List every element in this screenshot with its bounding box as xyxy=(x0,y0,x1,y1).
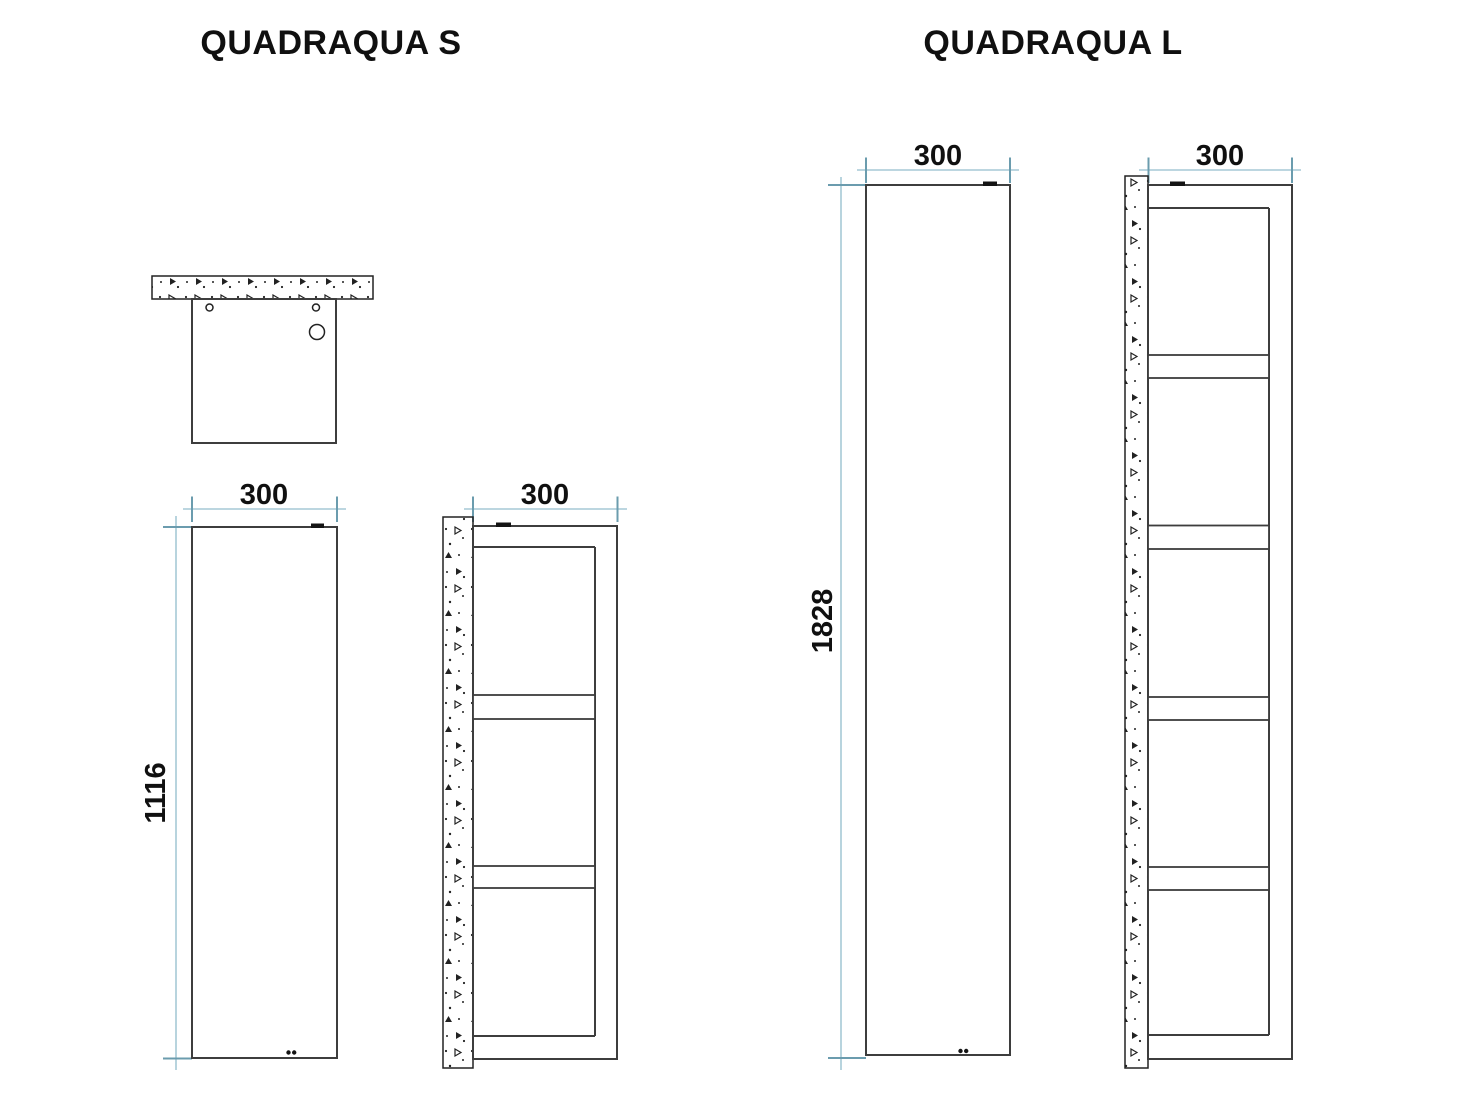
l-front-adjuster-dot-right xyxy=(964,1049,968,1053)
l-side-handle-mark xyxy=(1170,182,1185,187)
l-front-door-panel xyxy=(866,185,1010,1055)
l-side-view xyxy=(1125,140,1301,1068)
s-top-mounting-screw-left xyxy=(206,304,213,311)
l-side-shelf-4 xyxy=(1148,867,1269,890)
s-front-height-label: 1116 xyxy=(140,762,172,824)
l-side-shelf-3 xyxy=(1148,697,1269,720)
s-front-handle-mark xyxy=(311,524,324,529)
l-side-shelf-1 xyxy=(1148,355,1269,378)
s-front-adjuster-dot-left xyxy=(286,1050,290,1054)
s-front-width-label: 300 xyxy=(239,479,289,511)
s-top-wall-section xyxy=(152,276,373,299)
s-side-shelf-2 xyxy=(473,866,595,888)
l-front-adjuster-dot-left xyxy=(958,1049,962,1053)
s-side-view xyxy=(443,479,627,1068)
s-side-shelf-1 xyxy=(473,695,595,719)
s-top-cable-hole xyxy=(310,325,325,340)
l-side-depth-label: 300 xyxy=(1195,140,1245,172)
s-side-wall-section xyxy=(443,517,473,1068)
l-front-view xyxy=(807,140,1019,1070)
s-front-adjuster-dot-right xyxy=(292,1050,296,1054)
l-side-carcass-outline xyxy=(1148,185,1292,1059)
l-side-shelf-2 xyxy=(1148,526,1269,550)
s-front-view xyxy=(140,479,346,1070)
s-front-door-panel xyxy=(192,527,337,1058)
l-front-height-label: 1828 xyxy=(807,588,839,654)
s-top-view xyxy=(152,276,373,443)
l-front-handle-mark xyxy=(983,182,997,187)
l-side-wall-section xyxy=(1125,176,1148,1068)
product-title-quadraqua-s: QUADRAQUA S xyxy=(200,24,462,62)
l-front-width-label: 300 xyxy=(913,140,963,172)
s-top-mounting-screw-right xyxy=(313,304,320,311)
s-top-carcass-outline xyxy=(192,299,336,443)
s-side-handle-mark xyxy=(496,523,511,528)
product-title-quadraqua-l: QUADRAQUA L xyxy=(923,24,1183,62)
s-side-depth-label: 300 xyxy=(520,479,570,511)
